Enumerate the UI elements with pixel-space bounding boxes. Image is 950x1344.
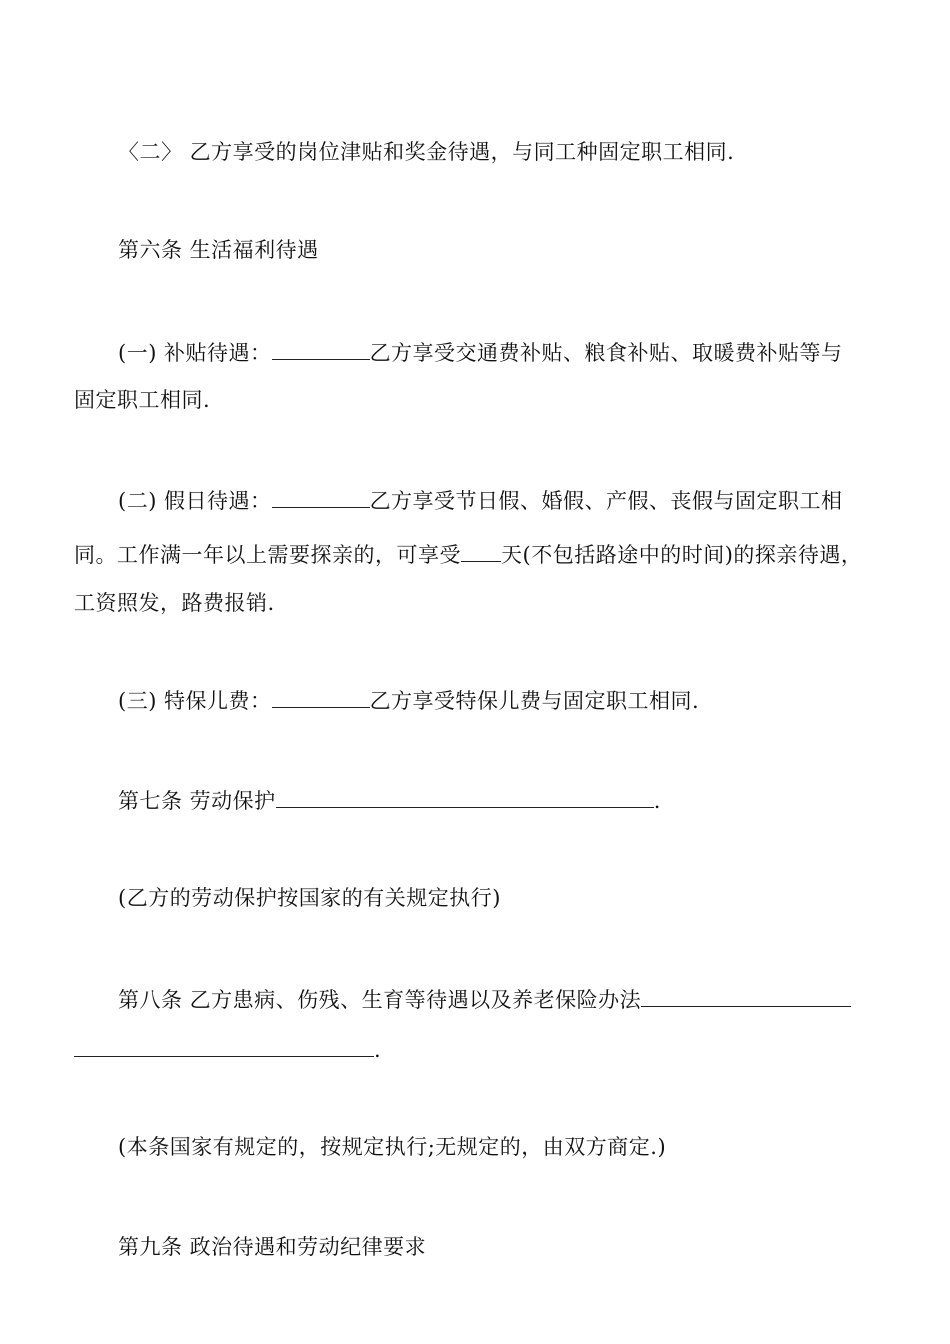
article-6-heading	[118, 236, 938, 264]
article-9-heading-text: 第九条 政治待遇和劳动纪律要求	[118, 1235, 427, 1259]
paragraph-bonus	[118, 138, 938, 166]
paragraph-holiday-line3	[74, 589, 894, 617]
holiday-prefix: (二) 假日待遇：	[118, 489, 272, 513]
holiday-line3-text: 工资照发，路费报销.	[74, 591, 275, 615]
child-fee-prefix: (三) 特保儿费：	[118, 689, 272, 713]
child-fee-blank	[272, 685, 370, 708]
article-8-heading-line2	[74, 1034, 894, 1064]
paragraph-labor-protection-note	[118, 884, 938, 912]
article-7-heading	[118, 785, 938, 815]
paragraph-bonus-text: 〈二〉 乙方享受的岗位津贴和奖金待遇，与同工种固定职工相同.	[118, 140, 735, 164]
holiday-suffix: 乙方享受节日假、婚假、产假、丧假与固定职工相	[369, 489, 843, 513]
article-9-heading	[118, 1233, 938, 1261]
child-fee-suffix: 乙方享受特保儿费与固定职工相同.	[369, 689, 700, 713]
paragraph-child-fee	[118, 685, 938, 715]
labor-protection-blank	[276, 785, 654, 808]
article-7-heading-text: 第七条 劳动保护	[118, 789, 276, 813]
paragraph-article-8-note	[118, 1133, 938, 1161]
article-7-end: .	[653, 789, 661, 813]
article-6-heading-text: 第六条 生活福利待遇	[118, 238, 319, 262]
article-8-heading-line1	[118, 984, 938, 1014]
holiday-days-blank	[461, 539, 501, 562]
article-8-heading-text: 第八条 乙方患病、伤残、生育等待遇以及养老保险办法	[118, 988, 642, 1012]
article-8-blank-2	[74, 1034, 374, 1057]
article-8-note-text: (本条国家有规定的，按规定执行;无规定的，由双方商定.)	[118, 1135, 667, 1159]
article-8-end: .	[374, 1038, 382, 1062]
paragraph-subsidy-line2	[74, 386, 894, 414]
holiday-line2-b: 天(不包括路途中的时间)的探亲待遇，	[501, 543, 863, 567]
paragraph-holiday-line2	[74, 539, 894, 569]
subsidy-suffix: 乙方享受交通费补贴、粮食补贴、取暖费补贴等与	[369, 341, 843, 365]
labor-protection-note-text: (乙方的劳动保护按国家的有关规定执行)	[118, 886, 501, 910]
holiday-line2-a: 同。工作满一年以上需要探亲的，可享受	[74, 543, 461, 567]
holiday-blank	[272, 485, 370, 508]
subsidy-line2-text: 固定职工相同.	[74, 388, 211, 412]
paragraph-holiday-line1	[118, 485, 938, 515]
subsidy-blank	[272, 337, 370, 360]
paragraph-subsidy-line1	[118, 337, 938, 367]
subsidy-prefix: (一) 补贴待遇：	[118, 341, 272, 365]
article-8-blank-1	[641, 984, 851, 1007]
